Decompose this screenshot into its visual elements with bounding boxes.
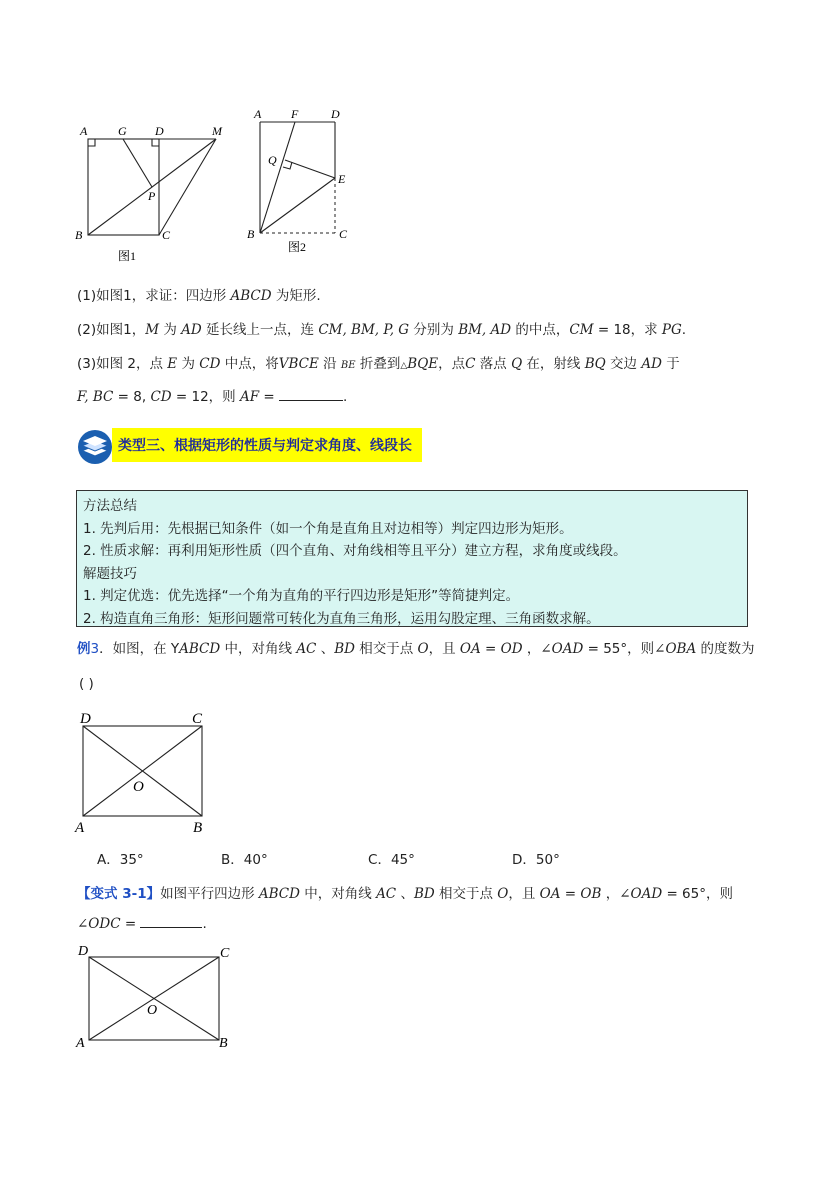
figure-4-rectangle bbox=[72, 940, 242, 1055]
method-item-4: 2. 构造直角三角形：矩形问题常可转化为直角三角形，运用勾股定理、三角函数求解。 bbox=[83, 610, 600, 627]
method-title-1: 方法总结 bbox=[83, 498, 137, 514]
question-2: (2)如图1，M 为 AD 延长线上一点，连 CM, BM, P, G 分别为 BM, AD 的中点，CM = 18，求 PG. bbox=[77, 322, 687, 338]
figure-1 bbox=[70, 118, 240, 268]
fig2-label-d: D bbox=[331, 107, 340, 121]
option-d[interactable]: D．50° bbox=[512, 852, 560, 868]
method-summary-box bbox=[76, 490, 748, 627]
fig3-label-a: A bbox=[75, 820, 85, 836]
fig2-label-b: B bbox=[247, 227, 255, 241]
fig1-caption: 图1 bbox=[118, 249, 137, 263]
figure-3-rectangle bbox=[70, 708, 220, 838]
fig2-label-e: E bbox=[338, 172, 346, 186]
fig3-label-c: C bbox=[192, 711, 203, 727]
example-3-answer-paren: ( ) bbox=[79, 676, 94, 692]
fig2-label-q: Q bbox=[268, 153, 277, 167]
option-a[interactable]: A．35° bbox=[97, 852, 144, 868]
method-title-2: 解题技巧 bbox=[83, 565, 137, 582]
question-3-line-2: F, BC = 8, CD = 12，则 AF = . bbox=[77, 389, 348, 405]
fig1-label-b: B bbox=[75, 228, 83, 242]
answer-blank-odc[interactable] bbox=[140, 915, 202, 928]
answer-blank-af[interactable] bbox=[279, 388, 343, 401]
fig2-label-a: A bbox=[254, 107, 262, 121]
question-3-line-1: (3)如图 2，点 E 为 CD 中点，将VBCE 沿 BE 折叠到△BQE，点C 落点 Q 在，射线 BQ 交边 AD 于 bbox=[77, 356, 680, 372]
fig2-label-f: F bbox=[291, 107, 299, 121]
fig4-label-d: D bbox=[78, 944, 89, 959]
fig4-label-a: A bbox=[76, 1036, 85, 1051]
fig4-label-c: C bbox=[220, 946, 230, 961]
figure-2 bbox=[246, 104, 366, 264]
method-item-1: 1. 先判后用：先根据已知条件（如一个角是直角且对边相等）判定四边形为矩形。 bbox=[83, 520, 573, 537]
fig3-label-o: O bbox=[133, 779, 144, 795]
fig1-label-c: C bbox=[162, 228, 171, 242]
variant-3-1-stem: 【变式 3-1】如图平行四边形 ABCD 中，对角线 AC 、BD 相交于点 O，且 OA = OB ，∠OAD = 65°，则 bbox=[77, 886, 733, 902]
fig3-label-d: D bbox=[80, 711, 91, 727]
method-item-2: 2. 性质求解：再利用矩形性质（四个直角、对角线相等且平分）建立方程，求角度或线段。 bbox=[83, 543, 627, 559]
option-b[interactable]: B．40° bbox=[221, 852, 268, 868]
variant-3-1-line-2: ∠ODC = . bbox=[77, 916, 207, 932]
option-c[interactable]: C．45° bbox=[368, 852, 415, 868]
fig1-label-g: G bbox=[118, 124, 127, 138]
fig3-label-b: B bbox=[193, 820, 203, 836]
question-1: (1)如图1，求证：四边形 ABCD 为矩形. bbox=[77, 288, 321, 304]
fig1-label-p: P bbox=[148, 189, 156, 203]
books-stack-icon bbox=[76, 429, 114, 465]
fig4-label-b: B bbox=[219, 1036, 228, 1051]
fig1-label-a: A bbox=[80, 124, 88, 138]
fig2-caption: 图2 bbox=[288, 240, 307, 254]
fig4-label-o: O bbox=[147, 1003, 158, 1018]
section-heading: 类型三、根据矩形的性质与判定求角度、线段长 bbox=[112, 428, 422, 462]
fig1-label-d: D bbox=[155, 124, 164, 138]
fig2-label-c: C bbox=[339, 227, 348, 241]
fig1-label-m: M bbox=[212, 124, 222, 138]
example-3-stem: 例3．如图，在 YABCD 中，对角线 AC 、BD 相交于点 O，且 OA = OD ，∠OAD = 55°，则∠OBA 的度数为 bbox=[77, 641, 755, 657]
method-item-3: 1. 判定优选：优先选择“一个角为直角的平行四边形是矩形”等简捷判定。 bbox=[83, 588, 520, 604]
